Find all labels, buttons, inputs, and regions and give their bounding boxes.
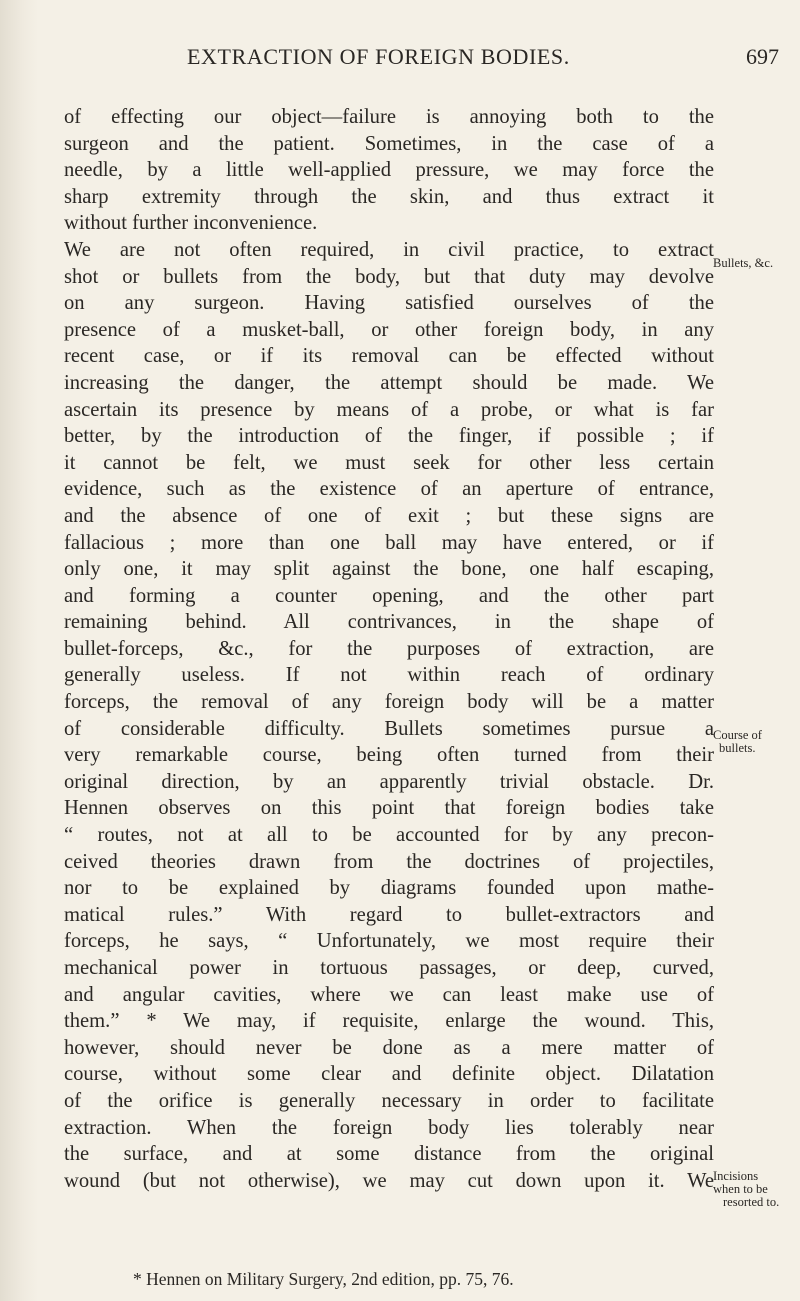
text-line: nor to be explained by diagrams founded upon mathe- [64,877,714,900]
margin-note-incisions [713,1170,799,1209]
text-line: of effecting our object—failure is annoying both to the [64,106,714,128]
text-line: wound (but not otherwise), we may cut down upon it. We [64,1169,714,1192]
text-line: Hennen observes on this point that foreign bodies take [64,797,714,820]
text-line: forceps, he says, “ Unfortunately, we most require their [64,930,714,953]
running-head: EXTRACTION OF FOREIGN BODIES. [187,44,570,69]
text-line: fallacious ; more than one ball may have entered, or if [64,531,714,554]
margin-note-line: Bullets, &c. [713,256,774,270]
text-line: of the orifice is generally necessary in order to facilitate [64,1089,714,1112]
page-number: 697 [746,44,779,69]
margin-note-line: when to be [713,1182,768,1196]
text-line: only one, it may split against the bone, one half escaping, [64,558,714,581]
text-line: and angular cavities, where we can least make use of [64,983,714,1006]
text-line: on any surgeon. Having satisfied ourselves of the [64,292,714,315]
text-line: “ routes, not at all to be accounted for by any precon- [64,824,714,847]
text-line: bullet-forceps, &c., for the purposes of extraction, are [64,637,714,660]
text-line: and forming a counter opening, and the other part [64,584,714,607]
margin-note-bullets [713,257,799,270]
text-line: ascertain its presence by means of a probe, or what is far [64,398,714,421]
text-line: presence of a musket-ball, or other foreign body, in any [64,318,714,341]
text-line: matical rules.” With regard to bullet-extractors and [64,903,714,926]
text-line: We are not often required, in civil practice, to extract [64,238,714,261]
text-line: however, should never be done as a mere matter of [64,1036,714,1059]
text-line: original direction, by an apparently trivial obstacle. Dr. [64,770,714,793]
text-line: shot or bullets from the body, but that duty may devolve [64,265,714,288]
text-line: and the absence of one of exit ; but these signs are [64,504,714,527]
margin-note-line: Course of [713,728,762,742]
text-line: increasing the danger, the attempt should be made. We [64,371,714,394]
margin-note-course-of-bullets [713,729,799,755]
text-line: course, without some clear and definite object. Dilatation [64,1063,714,1086]
margin-note-line: resorted to. [723,1195,780,1209]
text-line: without further inconvenience. [64,212,318,235]
gutter-shadow [0,0,38,1301]
text-line: sharp extremity through the skin, and thus extract it [64,185,714,208]
text-line: them.” * We may, if requisite, enlarge the wound. This, [64,1010,714,1033]
body-text [64,104,714,1194]
text-line: evidence, such as the existence of an aperture of entrance, [64,478,714,501]
text-line: surgeon and the patient. Sometimes, in the case of a [64,132,714,155]
text-line: extraction. When the foreign body lies tolerably near [64,1116,714,1139]
text-line: ceived theories drawn from the doctrines of projectiles, [64,850,714,873]
text-line: it cannot be felt, we must seek for other less certain [64,451,714,474]
text-line: needle, by a little well-applied pressure, we may force the [64,159,714,182]
footnote: * Hennen on Military Surgery, 2nd edition, pp. 75, 76. [133,1269,514,1289]
margin-note-line: bullets. [719,741,756,755]
text-line: very remarkable course, being often turned from their [64,744,714,767]
text-line: remaining behind. All contrivances, in the shape of [64,611,714,634]
text-line: the surface, and at some distance from the original [64,1143,714,1166]
text-line: of considerable difficulty. Bullets sometimes pursue a [64,717,714,740]
text-line: better, by the introduction of the finger, if possible ; if [64,425,714,448]
text-line: mechanical power in tortuous passages, or deep, curved, [64,957,714,979]
margin-note-line: Incisions [713,1169,759,1183]
text-line: recent case, or if its removal can be effected without [64,345,714,368]
text-line: forceps, the removal of any foreign body will be a matter [64,691,714,714]
text-line: generally useless. If not within reach of ordinary [64,664,714,687]
